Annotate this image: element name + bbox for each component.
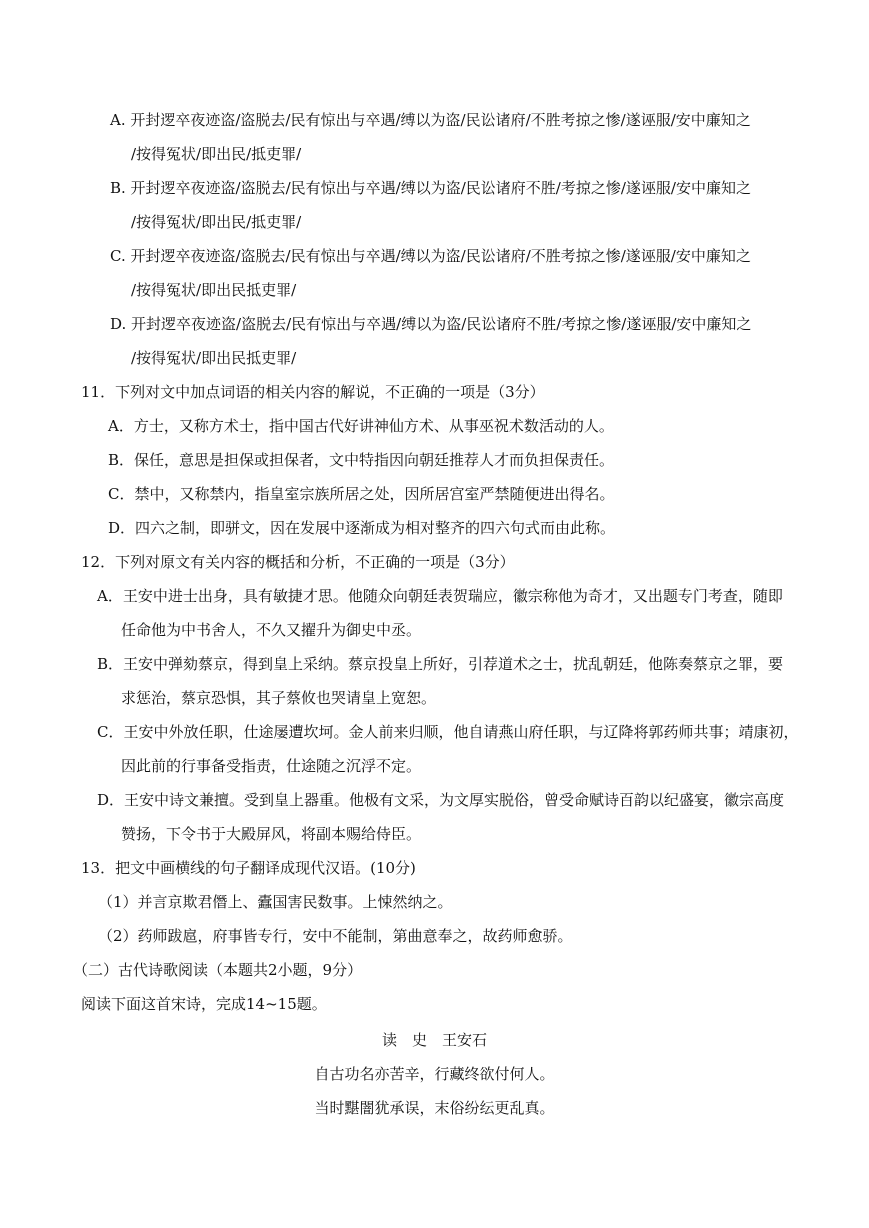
- q10-option-b-line1: B. 开封逻卒夜迹盗/盗脱去/民有惊出与卒遇/缚以为盗/民讼诸府不胜/考掠之惨/遂诬服/安中廉知之: [110, 179, 751, 197]
- section-title: （二）古代诗歌阅读（本题共2小题，9分）: [73, 961, 363, 979]
- q10-option-a-line1: A. 开封逻卒夜迹盗/盗脱去/民有惊出与卒遇/缚以为盗/民讼诸府/不胜考掠之惨/遂诬服/安中廉知之: [110, 111, 751, 129]
- q10-option-c-line2: /按得冤状/即出民抵吏罪/: [131, 281, 297, 299]
- q12-option-c-line2: 因此前的行事备受指责，仕途随之沉浮不定。: [121, 757, 422, 775]
- q10-option-b-line2: /按得冤状/即出民/抵吏罪/: [131, 213, 302, 231]
- q10-option-c-line1: C. 开封逻卒夜迹盗/盗脱去/民有惊出与卒遇/缚以为盗/民讼诸府/不胜考掠之惨/遂诬服/安中廉知之: [110, 247, 751, 265]
- q13-item-1: （1）并言京欺君僭上、蠹国害民数事。上悚然纳之。: [98, 893, 453, 911]
- q12-option-b-line1: B．王安中弹劾蔡京，得到皇上采纳。蔡京投皇上所好，引荐道术之士，扰乱朝廷，他陈奏蔡京之罪，要: [97, 655, 784, 673]
- q12-option-d-line2: 赞扬，下令书于大殿屏风，将副本赐给侍臣。: [121, 825, 422, 843]
- poem-line-2: 当时黮闇犹承误，末俗纷纭更乱真。: [314, 1099, 555, 1117]
- q12-option-c-line1: C．王安中外放任职，仕途屡遭坎坷。金人前来归顺，他自请燕山府任职，与辽降将郭药师共事；靖康初，: [97, 723, 799, 741]
- q12-option-a-line2: 任命他为中书舍人，不久又擢升为御史中丞。: [121, 621, 422, 639]
- poem-title: 读 史 王安石: [381, 1031, 487, 1049]
- q13-stem: 13．把文中画横线的句子翻译成现代汉语。(10分): [81, 859, 416, 877]
- q11-option-d: D．四六之制，即骈文，因在发展中逐渐成为相对整齐的四六句式而由此称。: [108, 519, 616, 537]
- section-intro: 阅读下面这首宋诗，完成14~15题。: [81, 995, 327, 1013]
- q12-stem: 12．下列对原文有关内容的概括和分析，不正确的一项是（3分）: [81, 553, 515, 571]
- q11-option-c: C．禁中，又称禁内，指皇室宗族所居之处，因所居宫室严禁随便进出得名。: [108, 485, 615, 503]
- q11-option-b: B．保任，意思是担保或担保者，文中特指因向朝廷推荐人才而负担保责任。: [108, 451, 615, 469]
- q10-option-d-line2: /按得冤状/即出民抵吏罪/: [131, 349, 297, 367]
- poem-line-1: 自古功名亦苦辛，行藏终欲付何人。: [314, 1065, 555, 1083]
- q12-option-b-line2: 求惩治，蔡京恐惧，其子蔡攸也哭请皇上宽恕。: [121, 689, 437, 707]
- q11-option-a: A．方士，又称方术士，指中国古代好讲神仙方术、从事巫祝术数活动的人。: [108, 417, 614, 435]
- q13-item-2: （2）药师跋扈，府事皆专行，安中不能制，第曲意奉之，故药师愈骄。: [98, 927, 573, 945]
- q11-stem: 11．下列对文中加点词语的相关内容的解说，不正确的一项是（3分）: [81, 383, 545, 401]
- q10-option-d-line1: D. 开封逻卒夜迹盗/盗脱去/民有惊出与卒遇/缚以为盗/民讼诸府不胜/考掠之惨/遂诬服/安中廉知之: [110, 315, 752, 333]
- q10-option-a-line2: /按得冤状/即出民/抵吏罪/: [131, 145, 302, 163]
- q12-option-d-line1: D．王安中诗文兼擅。受到皇上器重。他极有文采，为文厚实脱俗，曾受命赋诗百韵以纪盛宴，徽宗高度: [97, 791, 785, 809]
- q12-option-a-line1: A．王安中进士出身，具有敏捷才思。他随众向朝廷表贺瑞应，徽宗称他为奇才，又出题专门考查，随即: [97, 587, 783, 605]
